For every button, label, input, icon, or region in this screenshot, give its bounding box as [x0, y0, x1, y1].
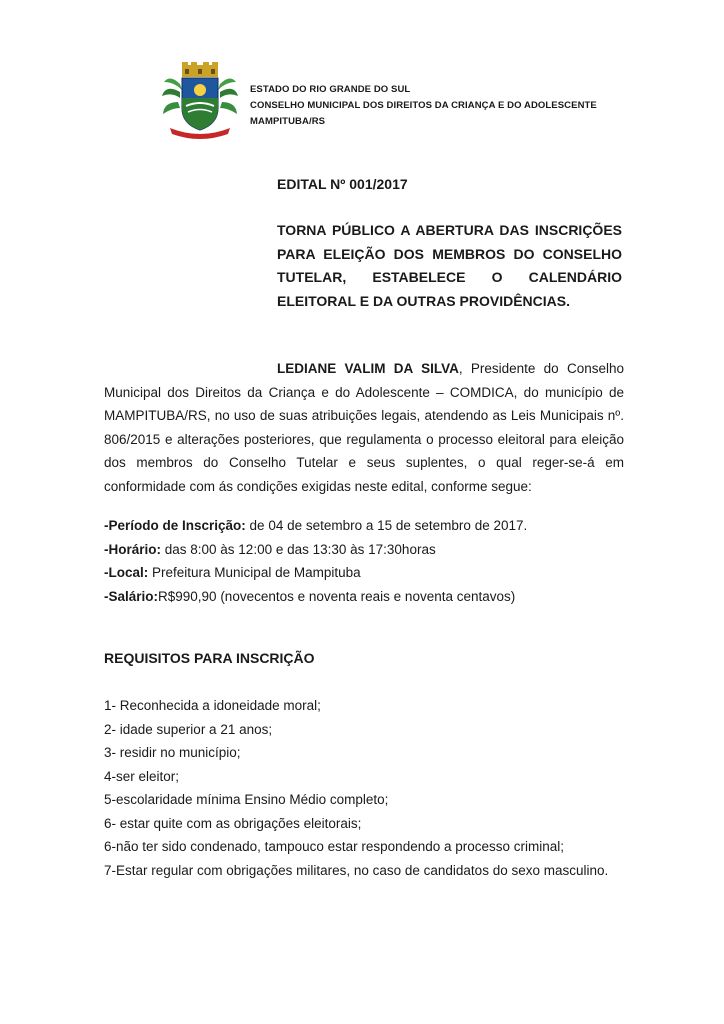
info-salary: -Salário:R$990,90 (novecentos e noventa reais e noventa centavos): [104, 588, 516, 604]
header-city: MAMPITUBA/RS: [250, 116, 326, 127]
edital-subject: TORNA PÚBLICO A ABERTURA DAS INSCRIÇÕES PARA ELEIÇÃO DOS MEMBROS DO CONSELHO TUTELAR, ESTABELECE O CALENDÁRIO ELEITORAL E DA OUTRAS PROVIDÊNCIAS.: [277, 222, 622, 309]
info-location: -Local: Prefeitura Municipal de Mampituba: [104, 565, 361, 580]
requirement-item: 2- idade superior a 21 anos;: [104, 721, 273, 737]
institution-header: [250, 82, 597, 130]
intro-paragraph: [104, 357, 624, 498]
requirement-item: 6-não ter sido condenado, tampouco estar respondendo a processo criminal;: [104, 839, 565, 854]
requirement-item: 6- estar quite com as obrigações eleitorais;: [104, 815, 362, 831]
header-state: ESTADO DO RIO GRANDE DO SUL: [250, 84, 411, 95]
requirement-item: 1- Reconhecida a idoneidade moral;: [104, 698, 321, 713]
header-council: CONSELHO MUNICIPAL DOS DIREITOS DA CRIANÇA E DO ADOLESCENTE: [250, 100, 597, 111]
intro-text: , Presidente do Conselho Municipal dos Direitos da Criança e do Adolescente – COMDICA, do município de MAMPITUBA/RS, no uso de suas atribuições legais, atendendo as Leis Municipais nº. 806/2015 e alterações posteriores, que regulamenta o processo eleitoral para eleição dos membros do Conselho Tutelar e seus suplentes, o qual reger-se-á em conformidade com ás condições exigidas neste edital, conforme segue:: [104, 361, 624, 494]
info-period: -Período de Inscrição: de 04 de setembro a 15 de setembro de 2017.: [104, 518, 528, 533]
info-hours: -Horário: das 8:00 às 12:00 e das 13:30 às 17:30horas: [104, 541, 436, 557]
registration-info: [104, 514, 634, 608]
requirement-item: 5-escolaridade mínima Ensino Médio completo;: [104, 792, 389, 807]
requirement-item: 4-ser eleitor;: [104, 768, 180, 784]
edital-number: EDITAL Nº 001/2017: [277, 176, 408, 192]
requirement-item: 7-Estar regular com obrigações militares, no caso de candidatos do sexo masculino.: [104, 862, 609, 878]
requirement-item: 3- residir no município;: [104, 745, 241, 760]
requirements-list: [104, 694, 624, 882]
president-name: LEDIANE VALIM DA SILVA: [277, 361, 459, 376]
coat-of-arms-icon: [160, 62, 240, 142]
requirements-title: REQUISITOS PARA INSCRIÇÃO: [104, 650, 315, 666]
